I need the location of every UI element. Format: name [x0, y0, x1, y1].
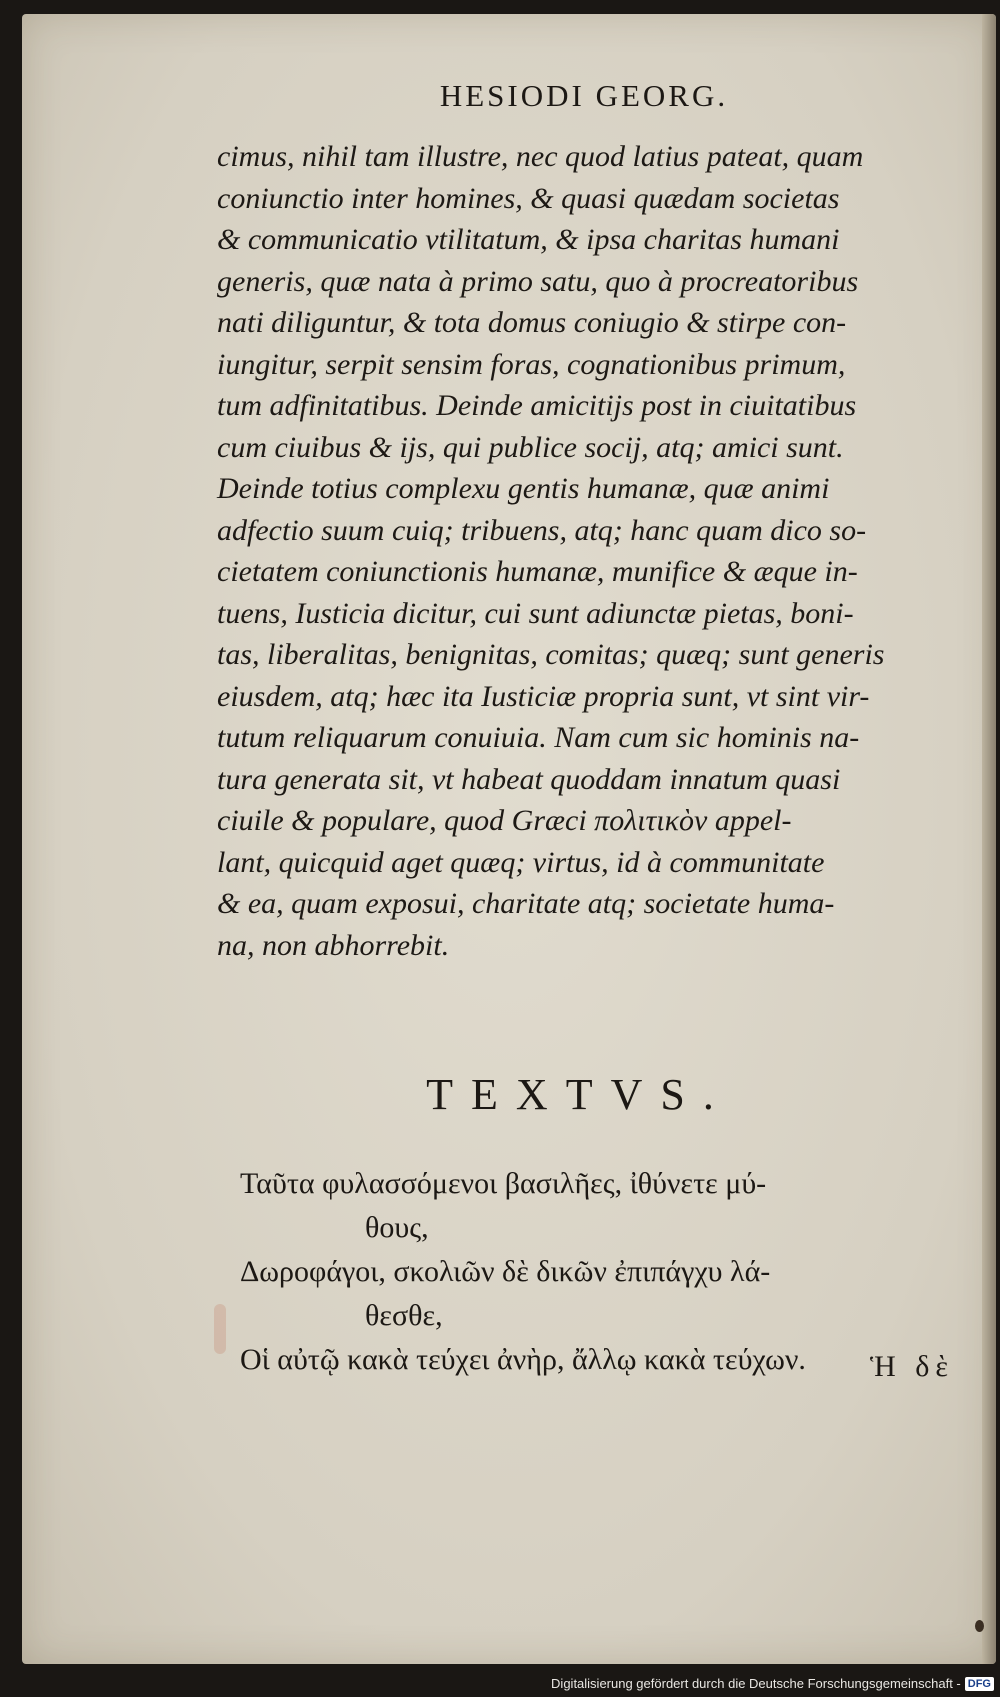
text-line: iungitur, serpit sensim foras, cognationibus primum,	[217, 347, 846, 381]
section-heading: TEXTVS.	[426, 1070, 732, 1119]
text-line: cimus, nihil tam illustre, nec quod latius pateat, quam	[217, 140, 864, 173]
text-line: Deinde totius complexu gentis humanæ, quæ animi	[217, 472, 830, 505]
text-line: cum ciuibus & ijs, qui publice socij, atq; amici sunt.	[217, 430, 844, 464]
text-line: tuens, Iusticia dicitur, cui sunt adiunctæ pietas, boni-	[217, 596, 854, 630]
latin-body-text	[217, 136, 997, 966]
verse-line-continuation: θους,	[365, 1211, 429, 1244]
text-line: & communicatio vtilitatum, & ipsa charitas humani	[217, 223, 840, 256]
paper-stain	[214, 1304, 226, 1354]
catchword: Ἡ δὲ	[869, 1350, 954, 1383]
text-line: tura generata sit, vt habeat quoddam innatum quasi	[217, 762, 841, 796]
running-header: HESIODI GEORG.	[439, 78, 729, 113]
text-line: lant, quicquid aget quæq; virtus, id à communitate	[217, 845, 825, 879]
credit-text: Digitalisierung gefördert durch die Deutsche Forschungsgemeinschaft -	[551, 1676, 961, 1691]
text-line: ciuile & populare, quod Græci πολιτικὸν appel-	[217, 804, 792, 837]
digitization-credit	[551, 1676, 994, 1691]
book-page	[22, 14, 996, 1664]
text-line: coniunctio inter homines, & quasi quædam societas	[217, 181, 840, 215]
verse-line: Οἱ αὐτῷ κακὰ τεύχει ἀνὴρ, ἄλλῳ κακὰ τεύχων.	[240, 1343, 806, 1376]
text-line: tutum reliquarum conuiuia. Nam cum sic hominis na-	[217, 721, 860, 754]
verse-line: Δωροφάγοι, σκολιῶν δὲ δικῶν ἐπιπάγχυ λά-	[240, 1255, 771, 1288]
text-line: eiusdem, atq; hæc ita Iusticiæ propria sunt, vt sint vir-	[217, 679, 870, 713]
text-line: adfectio suum cuiq; tribuens, atq; hanc quam dico so-	[217, 513, 867, 547]
verse-line-continuation: θεσθε,	[365, 1299, 443, 1332]
text-line: nati diliguntur, & tota domus coniugio & stirpe con-	[217, 306, 847, 339]
text-line: cietatem coniunctionis humanæ, munifice & æque in-	[217, 555, 858, 588]
text-line: tum adfinitatibus. Deinde amicitijs post in ciuitatibus	[217, 389, 857, 422]
text-line: & ea, quam exposui, charitate atq; societate huma-	[217, 887, 835, 920]
verse-line: Ταῦτα φυλασσόμενοι βασιλῆες, ἰθύνετε μύ-	[240, 1167, 767, 1200]
text-line: na, non abhorrebit.	[217, 928, 450, 962]
dfg-logo: DFG	[965, 1677, 994, 1691]
text-line: tas, liberalitas, benignitas, comitas; quæq; sunt generis	[217, 638, 885, 671]
ink-spot	[975, 1620, 984, 1632]
greek-verse-text	[240, 1162, 1000, 1382]
text-line: generis, quæ nata à primo satu, quo à procreatoribus	[217, 264, 859, 298]
